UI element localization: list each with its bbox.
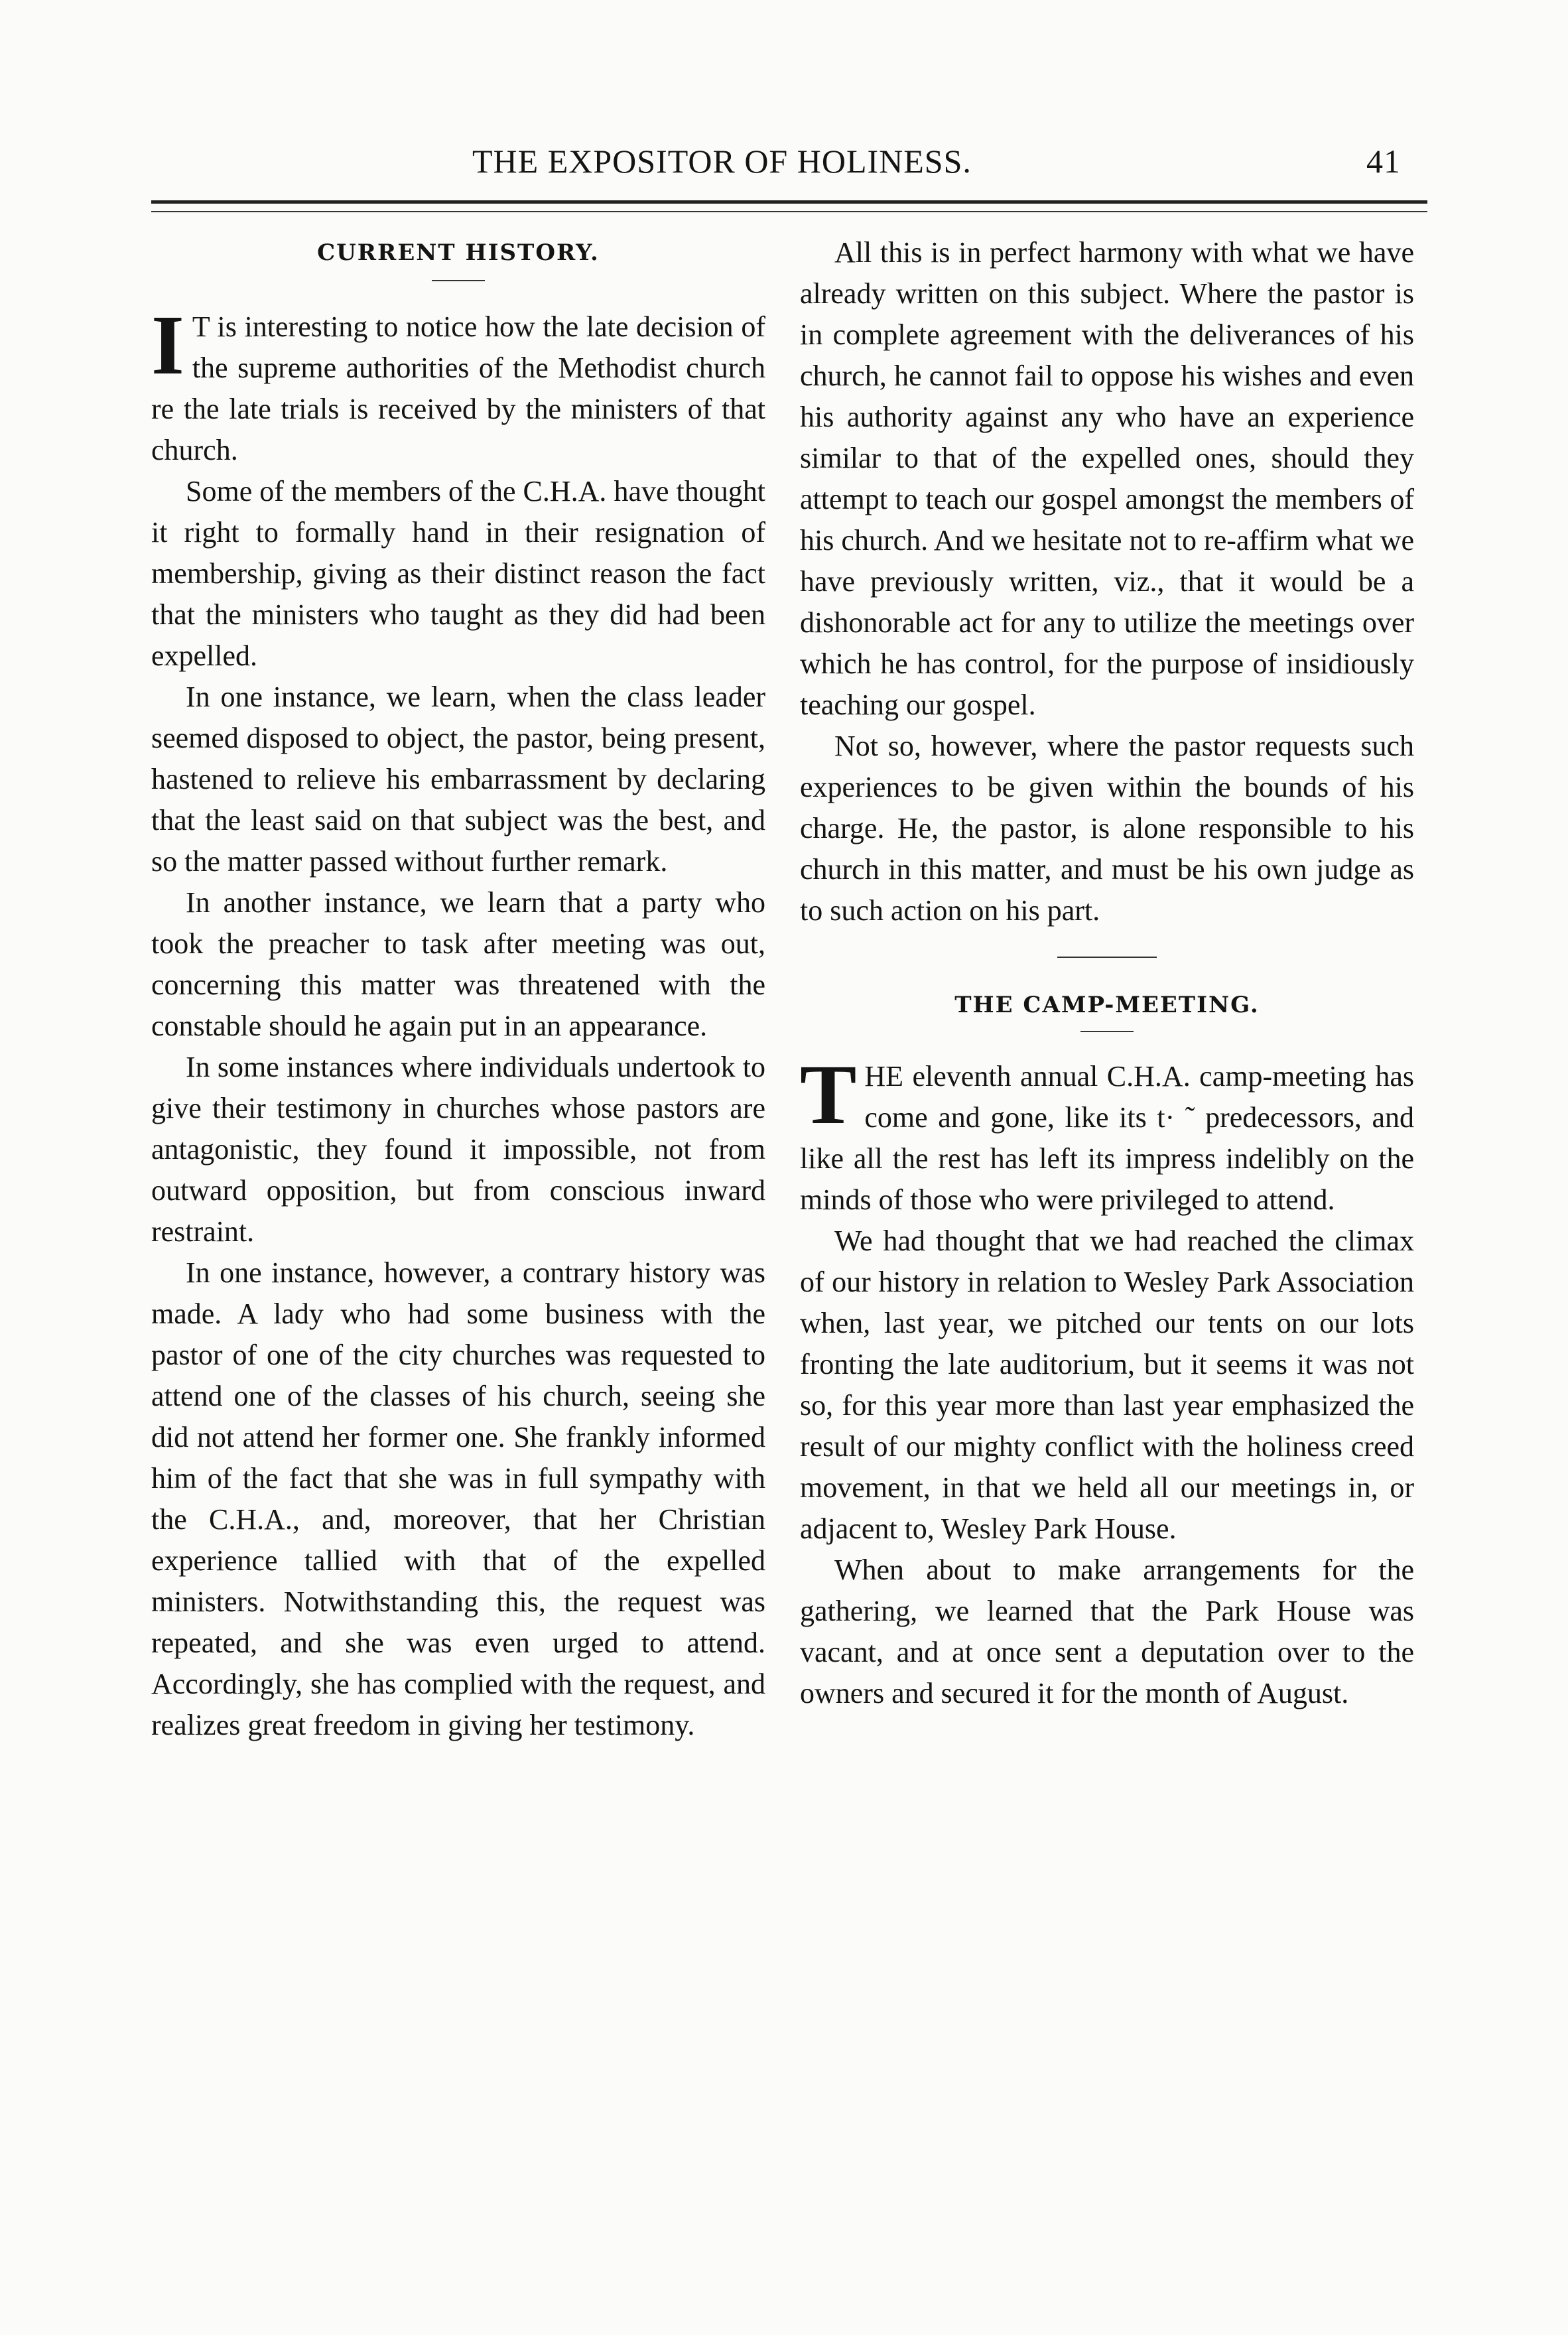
section-heading-current-history: CURRENT HISTORY. [317, 239, 600, 266]
header-rule-thin [151, 211, 1427, 212]
paragraph: In some instances where individuals undertook to give their testimony in churches whose pastors are antagonistic, they found it impossible, not from outward opposition, but from conscious inward restraint. [151, 1051, 765, 1248]
header-rule [151, 200, 1427, 204]
heading-divider [1080, 1031, 1134, 1032]
page-number: 41 [1366, 143, 1401, 180]
paragraph: In one instance, however, a contrary history was made. A lady who had some business with the pastor of one of the city churches was requested to attend one of the classes of his church, seeing she did not attend her former one. She frankly informed him of the fact that she was in full sympathy with the C.H.A., and, moreover, that her Christian experience tallied with that of the expelled ministers. Notwithstanding this, the request was repeated, and she was even urged to attend. Accordingly, she has complied with the request, and realizes great freedom in giving her testimony. [151, 1256, 765, 1741]
left-column [151, 232, 765, 1746]
paragraph: All this is in perfect harmony with what we have already written on this subject. Where the pastor is in complete agreement with the deliverances of his church, he cannot fail to oppose his wishes and even his authority against any who have an experience similar to that of the expelled ones, should they attempt to teach our gospel amongst the members of his church. And we hesitate not to re-affirm what we have previously written, viz., that it would be a dishonorable act for any to utilize the meetings over which he has control, for the purpose of insidiously teaching our gospel. [800, 236, 1414, 721]
paragraph: Not so, however, where the pastor requests such experiences to be given within the bounds of his charge. He, the pastor, is alone responsible to his church in this matter, and must be his own judge as to such action on his part. [800, 730, 1414, 927]
paragraph: Some of the members of the C.H.A. have thought it right to formally hand in their resignation of membership, giving as their distinct reason the fact that the ministers who taught as they did had been expelled. [151, 475, 765, 672]
section-heading-camp-meeting: THE CAMP-MEETING. [954, 992, 1260, 1018]
journal-title: THE EXPOSITOR OF HOLINESS. [472, 143, 972, 180]
paragraph: When about to make arrangements for the gathering, we learned that the Park House was vacant, and at once sent a deputation over to the owners and secured it for the month of August. [800, 1554, 1414, 1709]
right-column [800, 232, 1414, 1714]
paragraph: We had thought that we had reached the climax of our history in relation to Wesley Park Association when, last year, we pitched our tents on our lots fronting the late auditorium, but it seems it was not so, for this year more than last year emphasized the result of our mighty conflict with the holiness creed movement, in that we held all our meetings in, or adjacent to, Wesley Park House. [800, 1225, 1414, 1545]
paragraph-text: HE eleventh annual C.H.A. camp-meeting has come and gone, like its t· ˜ predecessors, and like all the rest has left its impress indelibly on the minds of those who were privileged to attend. [800, 1060, 1414, 1216]
section-divider [1057, 957, 1157, 958]
paragraph [151, 298, 765, 471]
heading-divider [432, 280, 485, 281]
drop-cap: T [800, 1047, 857, 1142]
paragraph-text: T is interesting to notice how the late decision of the supreme authorities of the Methodist church re the late trials is received by the ministers of that church. [151, 310, 765, 466]
drop-cap: I [151, 298, 184, 392]
paragraph: In one instance, we learn, when the class leader seemed disposed to object, the pastor, being present, hastened to relieve his embarrassment by declaring that the least said on that subject was the best, and so the matter passed without further remark. [151, 681, 765, 878]
paragraph: In another instance, we learn that a party who took the preacher to task after meeting was out, concerning this matter was threatened with the constable should he again put in an appearance. [151, 886, 765, 1042]
paragraph [800, 1047, 1414, 1221]
